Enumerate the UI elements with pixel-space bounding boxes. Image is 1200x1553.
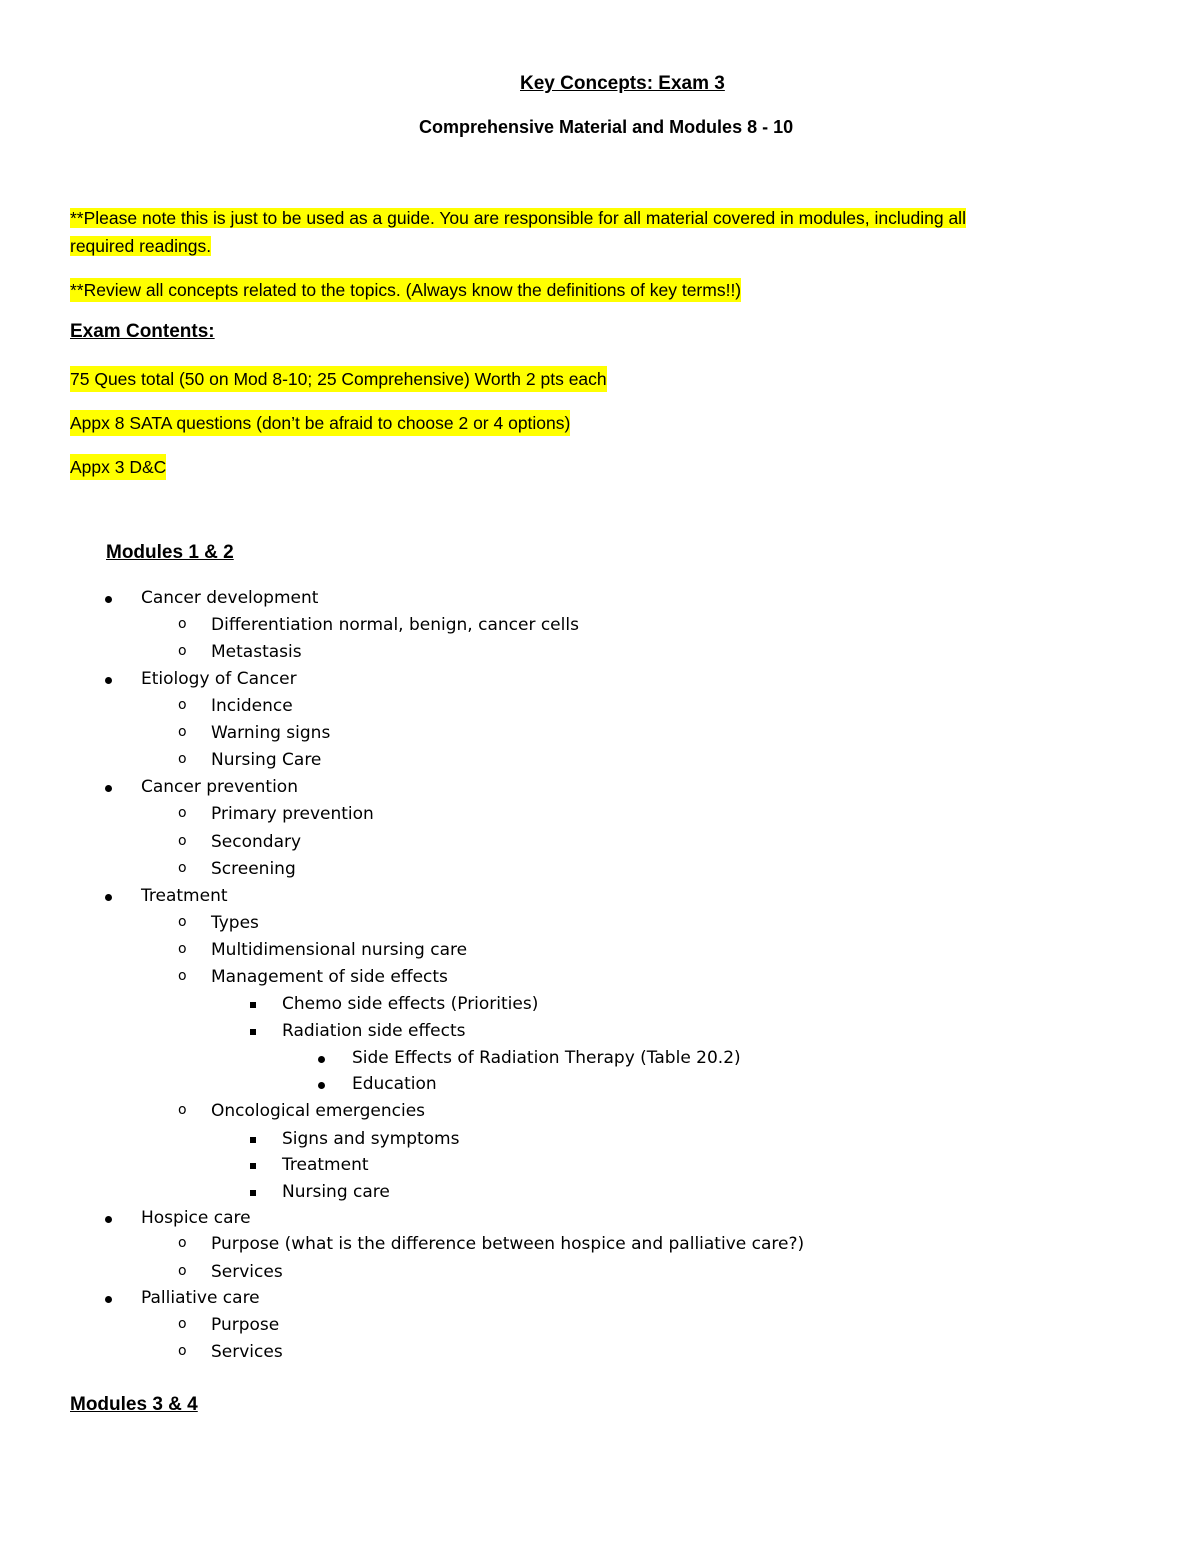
- bullet-dot-icon: [105, 1296, 112, 1303]
- modules-3-4-heading: Modules 3 & 4: [70, 1394, 198, 1415]
- guide-note: [70, 204, 1130, 260]
- bullet-square-icon: [250, 1002, 256, 1008]
- bullet-dot-icon: [105, 1216, 112, 1223]
- outline-item-level-2: Metastasis: [211, 642, 302, 662]
- exam-contents-item: 75 Ques total (50 on Mod 8-10; 25 Comprehensive) Worth 2 pts each: [70, 366, 607, 392]
- outline-item-level-2: Management of side effects: [211, 967, 448, 987]
- bullet-circle-icon: o: [178, 914, 187, 930]
- outline-item-level-1: Cancer development: [141, 588, 319, 608]
- outline-item-level-2: Screening: [211, 859, 296, 879]
- outline-item-level-3: Treatment: [282, 1155, 369, 1175]
- outline-item-level-4: Education: [352, 1074, 437, 1094]
- bullet-square-icon: [250, 1190, 256, 1196]
- outline-item-level-2: Nursing Care: [211, 750, 322, 770]
- bullet-circle-icon: o: [178, 643, 187, 659]
- outline-item-level-3: Chemo side effects (Priorities): [282, 994, 539, 1014]
- bullet-square-icon: [250, 1029, 256, 1035]
- outline-item-level-1: Treatment: [141, 886, 228, 906]
- exam-contents-item: Appx 8 SATA questions (don’t be afraid to choose 2 or 4 options): [70, 410, 570, 436]
- bullet-circle-icon: o: [178, 1235, 187, 1251]
- bullet-circle-icon: o: [178, 833, 187, 849]
- bullet-circle-icon: o: [178, 968, 187, 984]
- outline-item-level-2: Primary prevention: [211, 804, 374, 824]
- outline-item-level-2: Oncological emergencies: [211, 1101, 426, 1121]
- exam-contents-heading: Exam Contents:: [70, 321, 215, 342]
- guide-note-line2: required readings.: [70, 236, 212, 256]
- bullet-dot-icon: [105, 677, 112, 684]
- bullet-dot-icon: [105, 785, 112, 792]
- outline-item-level-2: Warning signs: [211, 723, 331, 743]
- review-note: **Review all concepts related to the topics. (Always know the definitions of key terms!!): [70, 280, 742, 300]
- outline-item-level-3: Nursing care: [282, 1182, 390, 1202]
- bullet-circle-icon: o: [178, 941, 187, 957]
- outline-item-level-1: Palliative care: [141, 1288, 260, 1308]
- bullet-dot-icon: [318, 1082, 325, 1089]
- outline-item-level-2: Secondary: [211, 832, 302, 852]
- bullet-dot-icon: [105, 596, 112, 603]
- bullet-circle-icon: o: [178, 1343, 187, 1359]
- bullet-circle-icon: o: [178, 1316, 187, 1332]
- bullet-circle-icon: o: [178, 1102, 187, 1118]
- bullet-circle-icon: o: [178, 805, 187, 821]
- bullet-dot-icon: [318, 1056, 325, 1063]
- bullet-square-icon: [250, 1137, 256, 1143]
- bullet-circle-icon: o: [178, 751, 187, 767]
- page-subtitle: Comprehensive Material and Modules 8 - 10: [419, 117, 794, 137]
- modules-1-2-heading: Modules 1 & 2: [106, 542, 234, 563]
- outline-item-level-1: Hospice care: [141, 1208, 251, 1228]
- outline-item-level-2: Multidimensional nursing care: [211, 940, 468, 960]
- outline-item-level-1: Cancer prevention: [141, 777, 298, 797]
- bullet-circle-icon: o: [178, 1263, 187, 1279]
- outline-item-level-2: Types: [211, 913, 259, 933]
- bullet-circle-icon: o: [178, 860, 187, 876]
- outline-item-level-3: Signs and symptoms: [282, 1129, 460, 1149]
- outline-item-level-1: Etiology of Cancer: [141, 669, 297, 689]
- outline-item-level-4: Side Effects of Radiation Therapy (Table 20.2): [352, 1048, 741, 1068]
- outline-item-level-3: Radiation side effects: [282, 1021, 466, 1041]
- outline-item-level-2: Differentiation normal, benign, cancer cells: [211, 615, 579, 635]
- bullet-circle-icon: o: [178, 616, 187, 632]
- bullet-circle-icon: o: [178, 697, 187, 713]
- outline-item-level-2: Purpose (what is the difference between hospice and palliative care?): [211, 1234, 805, 1254]
- bullet-circle-icon: o: [178, 724, 187, 740]
- bullet-square-icon: [250, 1163, 256, 1169]
- outline-item-level-2: Services: [211, 1342, 283, 1362]
- guide-note-line1: **Please note this is just to be used as a guide. You are responsible for all material covered in modules, including all: [70, 208, 966, 228]
- page-title: Key Concepts: Exam 3: [520, 73, 725, 94]
- exam-contents-item: Appx 3 D&C: [70, 454, 166, 480]
- outline-item-level-2: Incidence: [211, 696, 293, 716]
- outline-item-level-2: Services: [211, 1262, 283, 1282]
- outline-item-level-2: Purpose: [211, 1315, 280, 1335]
- bullet-dot-icon: [105, 894, 112, 901]
